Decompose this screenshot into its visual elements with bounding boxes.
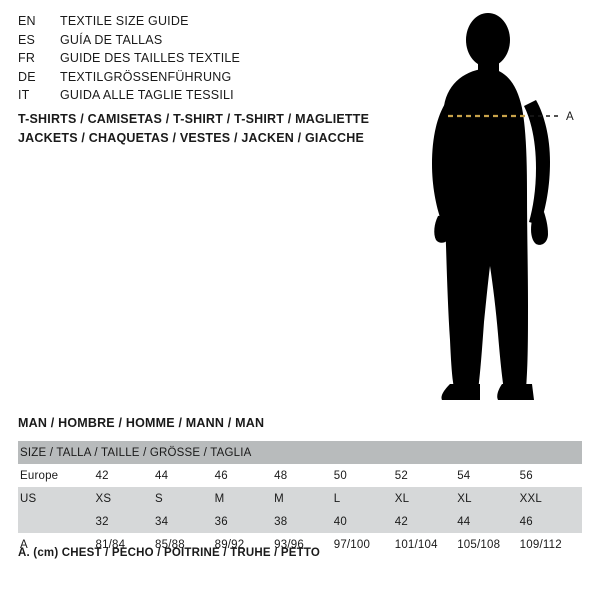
table-header-row <box>18 441 582 464</box>
category-jackets: JACKETS / CHAQUETAS / VESTES / JACKEN / GIACCHE <box>18 131 365 145</box>
language-row <box>18 14 348 33</box>
silhouette-icon <box>400 10 600 410</box>
cell: 85/88 <box>155 533 215 556</box>
cell: 48 <box>274 464 334 487</box>
cell: 34 <box>155 510 215 533</box>
cell: 52 <box>395 464 457 487</box>
cell: M <box>215 487 275 510</box>
language-code: FR <box>18 51 36 65</box>
language-list <box>18 14 348 107</box>
cell: 105/108 <box>457 533 519 556</box>
cell: 46 <box>520 510 582 533</box>
cell: 56 <box>520 464 582 487</box>
footnote: A. (cm) CHEST / PECHO / POITRINE / TRUHE / PETTO <box>18 547 321 559</box>
cell: 89/92 <box>215 533 275 556</box>
category-tshirts: T-SHIRTS / CAMISETAS / T-SHIRT / T-SHIRT / MAGLIETTE <box>18 112 370 126</box>
cell: L <box>334 487 395 510</box>
table-row <box>18 464 582 487</box>
language-text: GUÍA DE TALLAS <box>60 32 163 47</box>
cell: 101/104 <box>395 533 457 556</box>
cell: 50 <box>334 464 395 487</box>
language-text: TEXTILE SIZE GUIDE <box>60 14 189 28</box>
row-label: Europe <box>18 464 95 487</box>
cell: 44 <box>155 464 215 487</box>
language-row <box>18 33 348 52</box>
language-code: ES <box>18 32 36 47</box>
cell: 109/112 <box>520 533 582 556</box>
cell: 40 <box>334 510 395 533</box>
language-text: GUIDE DES TAILLES TEXTILE <box>60 51 241 65</box>
cell: 32 <box>95 510 155 533</box>
language-row <box>18 51 348 70</box>
cell: XL <box>395 487 457 510</box>
row-label: A <box>18 533 95 556</box>
cell: XXL <box>520 487 582 510</box>
table-row <box>18 510 582 533</box>
cell: 97/100 <box>334 533 395 556</box>
cell: XL <box>457 487 519 510</box>
row-label <box>18 510 95 533</box>
cell: 54 <box>457 464 519 487</box>
male-silhouette-figure <box>400 10 600 410</box>
language-code: EN <box>18 14 36 28</box>
language-text: GUIDA ALLE TAGLIE TESSILI <box>60 88 234 102</box>
language-code: DE <box>18 69 36 84</box>
table-title: MAN / HOMBRE / HOMME / MANN / MAN <box>18 416 265 430</box>
cell: 81/84 <box>95 533 155 556</box>
language-row <box>18 88 348 107</box>
size-table <box>18 441 582 556</box>
language-row <box>18 70 348 89</box>
table-row <box>18 487 582 510</box>
cell: 36 <box>215 510 275 533</box>
measure-label-a: A <box>566 111 574 123</box>
cell: 42 <box>395 510 457 533</box>
table-header-label: SIZE / TALLA / TAILLE / GRÖSSE / TAGLIA <box>20 446 252 459</box>
cell: 46 <box>215 464 275 487</box>
language-text: TEXTILGRÖSSENFÜHRUNG <box>60 69 232 84</box>
cell: S <box>155 487 215 510</box>
cell: 38 <box>274 510 334 533</box>
cell: 44 <box>457 510 519 533</box>
cell: 42 <box>95 464 155 487</box>
category-list <box>18 110 378 148</box>
cell: XS <box>95 487 155 510</box>
cell: 93/96 <box>274 533 334 556</box>
row-label: US <box>18 487 95 510</box>
language-code: IT <box>18 88 30 102</box>
cell: M <box>274 487 334 510</box>
